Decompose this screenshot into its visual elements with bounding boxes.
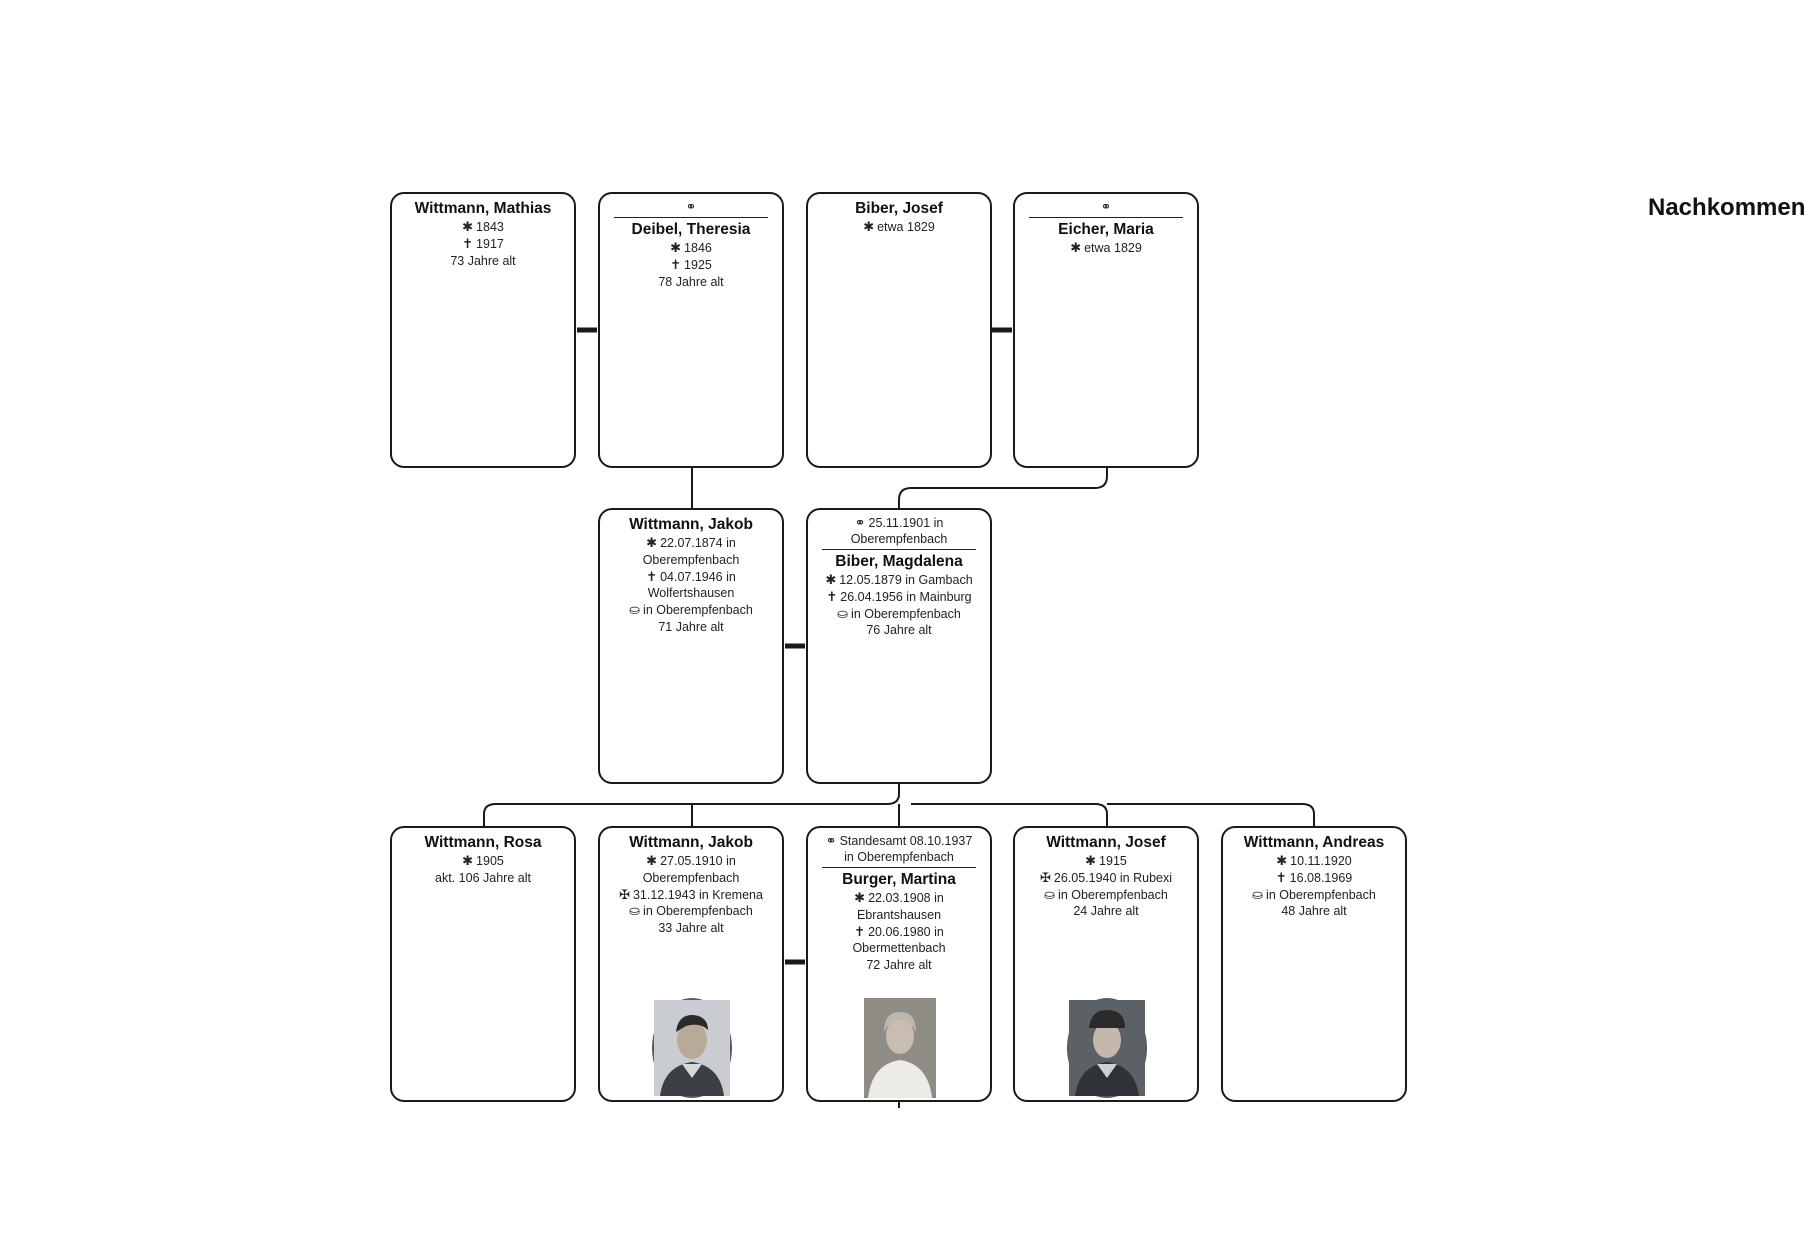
death-place: Obermettenbach [852, 941, 946, 956]
person-name: Biber, Josef [855, 200, 943, 217]
marriage-date: Standesamt 08.10.1937 [839, 834, 973, 848]
birth-date: 22.03.1908 in [868, 891, 944, 905]
death-icon: ✝ [1275, 869, 1287, 885]
birth-icon: ✱ [854, 890, 866, 905]
birth-place: Oberempfenbach [642, 870, 740, 885]
birth-place: Ebrantshausen [856, 907, 942, 922]
person-name: Wittmann, Jakob [629, 834, 753, 851]
burial-icon: ⛀ [1252, 886, 1264, 902]
person-card-mathias[interactable] [390, 192, 576, 468]
age-text: 24 Jahre alt [1073, 904, 1139, 919]
death-icon: ✝ [462, 235, 474, 251]
age-text: 33 Jahre alt [658, 921, 724, 936]
birth-date: etwa 1829 [1084, 241, 1142, 255]
soldier-portrait-icon [1069, 1000, 1145, 1096]
marriage-place: Oberempfenbach [850, 532, 948, 546]
person-card-rosa[interactable] [390, 826, 576, 1102]
marriage-rings-icon: ⚭ [854, 515, 866, 530]
portrait-photo[interactable] [1067, 998, 1147, 1098]
person-name: Wittmann, Andreas [1243, 834, 1385, 851]
birth-date: 10.11.1920 [1290, 854, 1352, 868]
death-date: 20.06.1980 in [868, 924, 944, 939]
marriage-rings-icon: ⚭ [1100, 200, 1112, 214]
person-card-martina[interactable] [806, 826, 992, 1102]
burial-place: in Oberempfenbach [1058, 887, 1168, 902]
person-name: Wittmann, Josef [1046, 834, 1166, 851]
portrait-photo[interactable] [864, 998, 936, 1098]
birth-date: 1915 [1099, 854, 1127, 868]
person-card-andreas[interactable] [1221, 826, 1407, 1102]
age-text: 76 Jahre alt [866, 623, 932, 638]
burial-place: in Oberempfenbach [643, 904, 753, 919]
age-text: akt. 106 Jahre alt [435, 870, 531, 885]
person-card-josef-biber[interactable] [806, 192, 992, 468]
person-name: Wittmann, Mathias [414, 200, 552, 217]
birth-icon: ✱ [462, 219, 474, 234]
death-icon: ✝ [826, 588, 838, 604]
burial-place: in Oberempfenbach [1266, 887, 1376, 902]
burial-icon: ⛀ [629, 602, 641, 618]
birth-icon: ✱ [646, 853, 658, 868]
person-name: Wittmann, Jakob [629, 516, 753, 533]
person-card-jakob-sen[interactable] [598, 508, 784, 784]
soldier-portrait-icon [654, 1000, 730, 1096]
birth-date: 12.05.1879 in Gambach [839, 573, 973, 587]
birth-icon: ✱ [825, 572, 837, 587]
burial-icon: ⛀ [1044, 886, 1056, 902]
person-card-magdalena[interactable] [806, 508, 992, 784]
birth-icon: ✱ [670, 240, 682, 255]
death-icon: ✝ [670, 256, 682, 272]
death-date: 1925 [684, 257, 712, 272]
descent-line-maria-magdalena [899, 466, 1107, 508]
burial-place: in Oberempfenbach [851, 606, 961, 621]
death-date: 31.12.1943 in Kremena [632, 887, 763, 902]
death-place: Wolfertshausen [647, 586, 735, 601]
marriage-rings-icon: ⚭ [825, 833, 837, 848]
death-date: 04.07.1946 in [660, 569, 736, 584]
marriage-place: in Oberempfenbach [844, 850, 954, 864]
birth-date: 22.07.1874 in [660, 536, 736, 550]
children-line [484, 784, 1314, 826]
person-name: Burger, Martina [842, 871, 956, 888]
person-card-theresia[interactable] [598, 192, 784, 468]
age-text: 71 Jahre alt [658, 619, 724, 634]
person-name: Biber, Magdalena [835, 553, 963, 570]
person-card-maria[interactable] [1013, 192, 1199, 468]
age-text: 48 Jahre alt [1281, 904, 1347, 919]
burial-icon: ⛀ [837, 605, 849, 621]
marriage-date: 25.11.1901 in [868, 516, 944, 530]
birth-place: Oberempfenbach [642, 552, 740, 567]
marriage-rings-icon: ⚭ [685, 200, 697, 214]
person-card-jakob-jun[interactable] [598, 826, 784, 1102]
death-date: 26.04.1956 in Mainburg [840, 589, 972, 604]
burial-place: in Oberempfenbach [643, 603, 753, 618]
portrait-photo[interactable] [652, 998, 732, 1098]
person-name: Eicher, Maria [1058, 221, 1154, 238]
page-heading: Nachkommen [1648, 194, 1805, 221]
birth-date: etwa 1829 [877, 220, 935, 234]
person-name: Deibel, Theresia [631, 221, 751, 238]
birth-date: 1843 [476, 220, 504, 234]
death-date: 16.08.1969 [1289, 870, 1353, 885]
death-date: 26.05.1940 in Rubexi [1053, 870, 1173, 885]
birth-icon: ✱ [462, 853, 474, 868]
age-text: 78 Jahre alt [658, 274, 724, 289]
burial-icon: ⛀ [629, 903, 641, 919]
death-icon: ✝ [646, 568, 658, 584]
death-icon: ✝ [854, 923, 866, 939]
birth-date: 1905 [476, 854, 504, 868]
birth-icon: ✱ [646, 535, 658, 550]
person-card-josef-jun[interactable] [1013, 826, 1199, 1102]
age-text: 73 Jahre alt [450, 253, 516, 268]
woman-portrait-icon [864, 998, 936, 1098]
birth-date: 27.05.1910 in [660, 854, 736, 868]
birth-icon: ✱ [1085, 853, 1097, 868]
birth-icon: ✱ [863, 219, 875, 234]
killed-in-action-icon: ✠ [1039, 869, 1051, 885]
killed-in-action-icon: ✠ [619, 886, 630, 902]
birth-icon: ✱ [1276, 853, 1288, 868]
birth-date: 1846 [684, 241, 712, 255]
person-name: Wittmann, Rosa [424, 834, 542, 851]
age-text: 72 Jahre alt [866, 958, 932, 973]
birth-icon: ✱ [1070, 240, 1082, 255]
death-date: 1917 [476, 236, 504, 251]
